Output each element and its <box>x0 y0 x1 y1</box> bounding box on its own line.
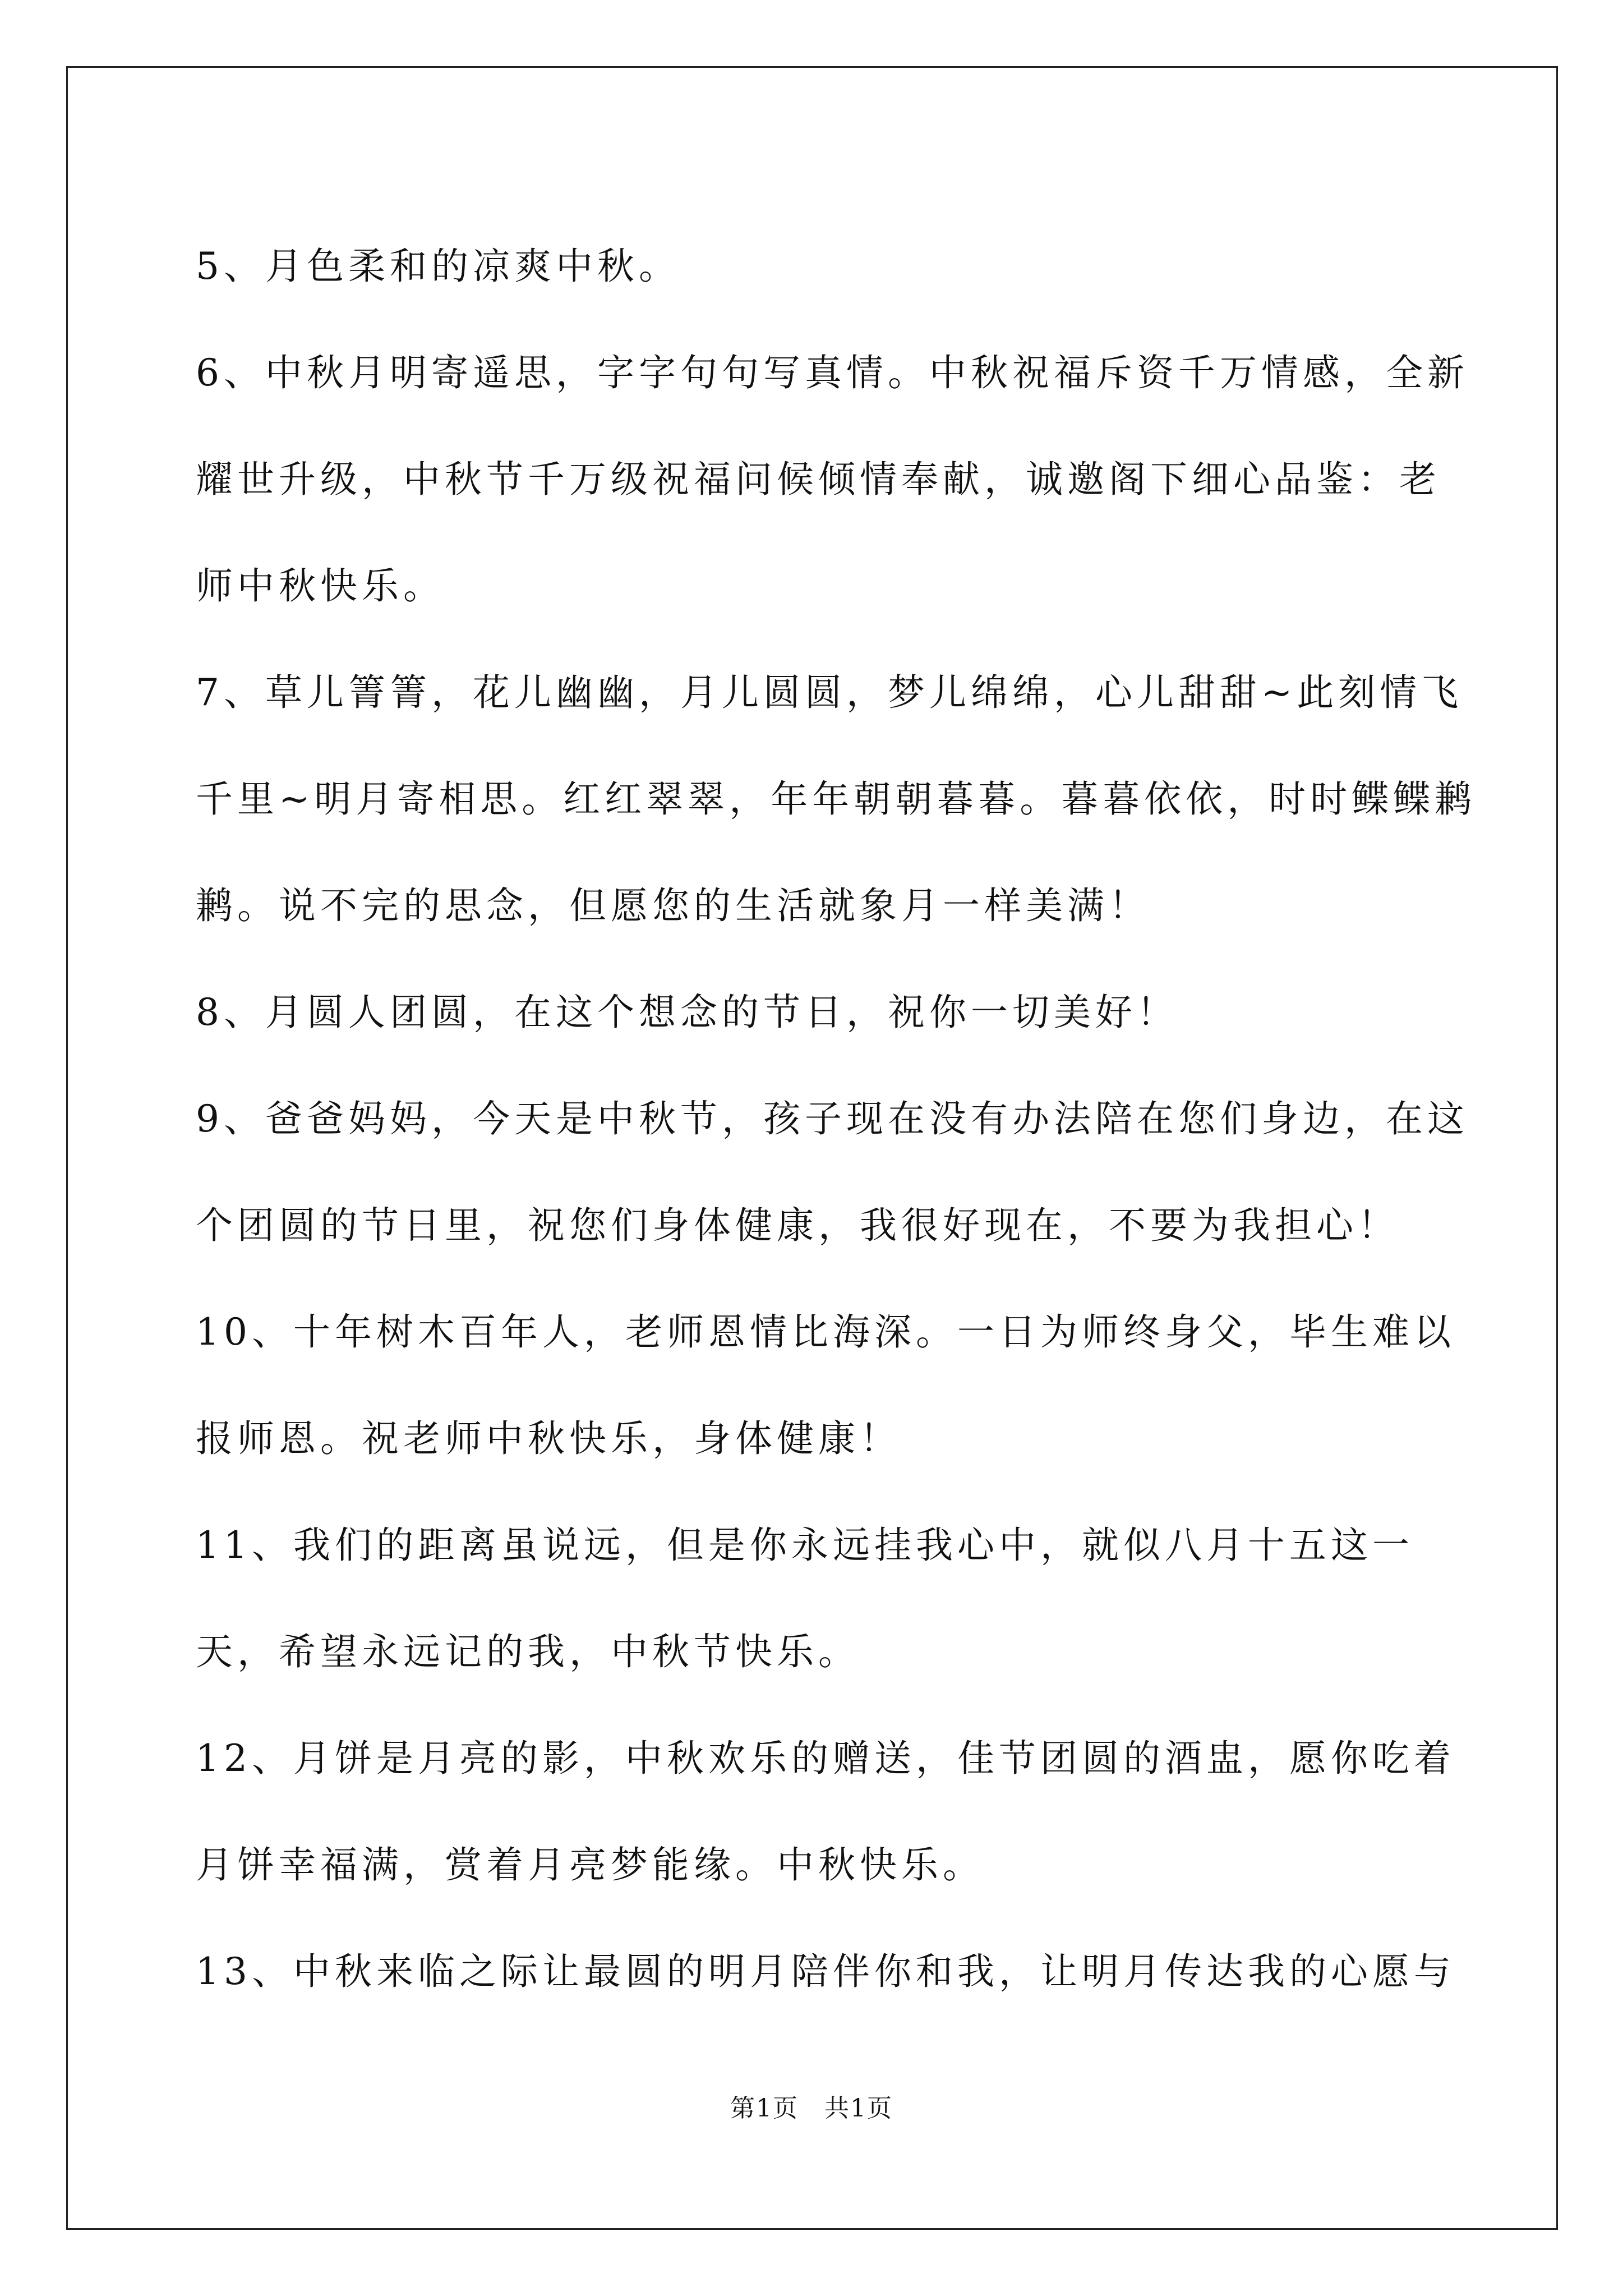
page-footer: 第1页 共1页 <box>730 2094 893 2123</box>
paragraph-7: 7、草儿箐箐，花儿幽幽，月儿圆圆，梦儿绵绵，心儿甜甜~此刻情飞千里~明月寄相思。红红翠翠，年年朝朝暮暮。暮暮依依，时时鲽鲽鹣鹣。说不完的思念，但愿您的生活就象月一样美满！ <box>196 671 1477 927</box>
paragraph-13: 13、中秋来临之际让最圆的明月陪伴你和我，让明月传达我的心愿与 <box>196 1950 1455 1993</box>
paragraph-11: 11、我们的距离虽说远，但是你永远挂我心中，就似八月十五这一天，希望永远记的我，中秋节快乐。 <box>196 1524 1414 1673</box>
paragraph-6: 6、中秋月明寄遥思，字字句句写真情。中秋祝福斥资千万情感，全新耀世升级，中秋节千万级祝福问候倾情奉献，诚邀阁下细心品鉴：老师中秋快乐。 <box>196 351 1469 608</box>
document-body <box>196 213 1480 2025</box>
paragraph-8: 8、月圆人团圆，在这个想念的节日，祝你一切美好！ <box>196 991 1178 1034</box>
paragraph-9: 9、爸爸妈妈，今天是中秋节，孩子现在没有办法陪在您们身边，在这个团圆的节日里，祝您们身体健康，我很好现在，不要为我担心！ <box>196 1097 1469 1247</box>
paragraph-12: 12、月饼是月亮的影，中秋欢乐的赠送，佳节团圆的酒盅，愿你吃着月饼幸福满，赏着月亮梦能缘。中秋快乐。 <box>196 1737 1455 1887</box>
paragraph-5: 5、月色柔和的凉爽中秋。 <box>196 245 680 288</box>
paragraph-10: 10、十年树木百年人，老师恩情比海深。一日为师终身父，毕生难以报师恩。祝老师中秋快乐，身体健康！ <box>196 1310 1455 1460</box>
